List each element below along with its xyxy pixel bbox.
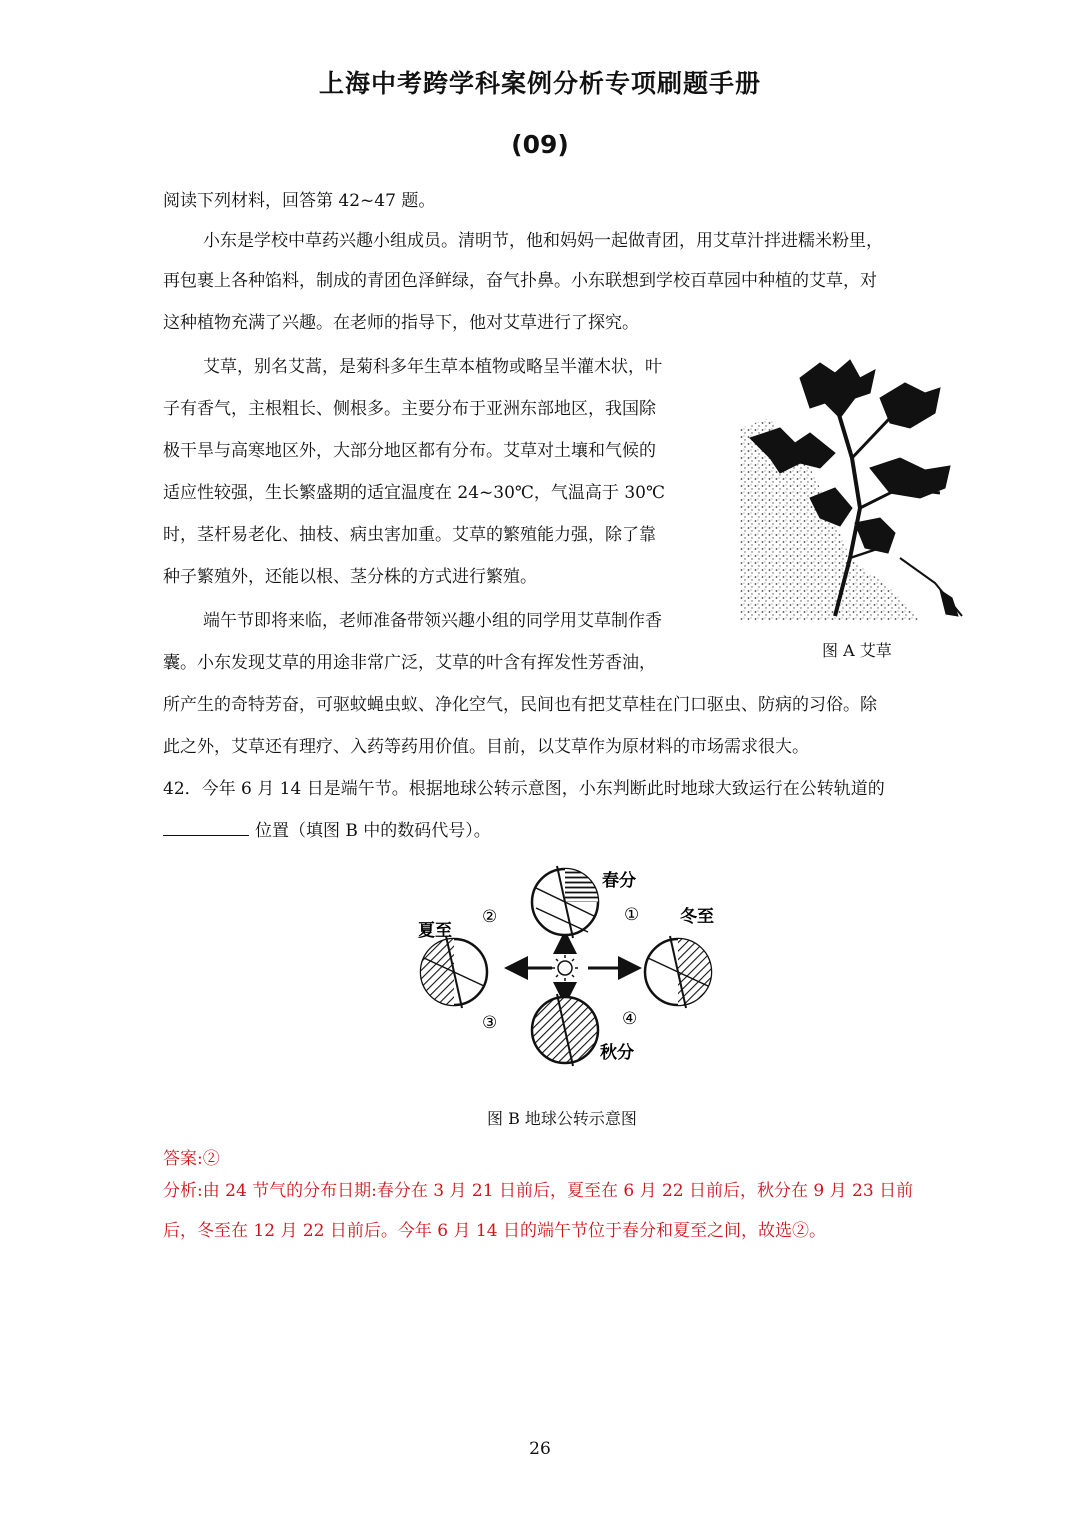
label-num1: ① <box>624 905 640 925</box>
page-number: 26 <box>529 1439 551 1459</box>
earth-revolution-diagram <box>412 860 734 1072</box>
label-num3: ③ <box>482 1013 498 1033</box>
mugwort-illustration <box>740 358 976 624</box>
para2-line2: 子有香气，主根粗长、侧根多。主要分布于亚洲东部地区，我国除 <box>163 399 656 419</box>
para1-line1: 小东是学校中草药兴趣小组成员。清明节，他和妈妈一起做青团，用艾草汁拌进糯米粉里， <box>203 231 883 251</box>
para2-line4: 适应性较强，生长繁盛期的适宜温度在 24~30℃，气温高于 30℃ <box>163 483 665 503</box>
figure-a-caption: 图 A 艾草 <box>822 641 892 660</box>
intro-text: 阅读下列材料，回答第 42~47 题。 <box>163 191 436 211</box>
para2-line3: 极干旱与高寒地区外，大部分地区都有分布。艾草对土壤和气候的 <box>163 441 656 461</box>
para1-line2: 再包裹上各种馅料，制成的青团色泽鲜绿，奋气扑鼻。小东联想到学校百草园中种植的艾草，对 <box>163 271 877 291</box>
label-summer: 夏至 <box>418 921 452 941</box>
analysis-line1: 分析:由 24 节气的分布日期:春分在 3 月 21 日前后，夏至在 6 月 22 日前后，秋分在 9 月 23 日前 <box>163 1181 914 1201</box>
label-num4: ④ <box>622 1009 638 1029</box>
earth-winter <box>645 936 711 1008</box>
label-autumn: 秋分 <box>600 1043 634 1063</box>
earth-spring <box>532 866 598 938</box>
para3-line3: 所产生的奇特芳奋，可驱蚊蝇虫蚁、净化空气，民间也有把艾草桂在门口驱虫、防病的习俗。除 <box>163 695 877 715</box>
question-line2: 位置（填图 B 中的数码代号）。 <box>255 821 491 841</box>
para3-line2: 囊。小东发现艾草的用途非常广泛，艾草的叶含有挥发性芳香油， <box>163 653 656 673</box>
para2-line1: 艾草，别名艾蒿，是菊科多年生草本植物或略呈半灌木状，叶 <box>203 357 662 377</box>
para2-line5: 时，茎杆易老化、抽枝、病虫害加重。艾草的繁殖能力强，除了靠 <box>163 525 656 545</box>
page-subtitle: (09) <box>511 130 569 159</box>
para1-line3: 这种植物充满了兴趣。在老师的指导下，他对艾草进行了探究。 <box>163 313 639 333</box>
analysis-line2: 后，冬至在 12 月 22 日前后。今年 6 月 14 日的端午节位于春分和夏至之间，故选②。 <box>163 1221 826 1241</box>
label-num2: ② <box>482 907 498 927</box>
sun-icon <box>552 955 578 981</box>
answer-blank[interactable] <box>163 821 249 836</box>
label-winter: 冬至 <box>680 907 714 927</box>
page-title: 上海中考跨学科案例分析专项刷题手册 <box>318 69 761 98</box>
para3-line1: 端午节即将来临，老师准备带领兴趣小组的同学用艾草制作香 <box>203 611 662 631</box>
question-line2-row <box>163 820 491 842</box>
figure-b-caption: 图 B 地球公转示意图 <box>487 1109 637 1128</box>
earth-autumn <box>532 994 598 1066</box>
label-spring: 春分 <box>602 871 636 891</box>
earth-summer <box>421 936 487 1008</box>
para2-line6: 种子繁殖外，还能以根、茎分株的方式进行繁殖。 <box>163 567 537 587</box>
question-line1: 42．今年 6 月 14 日是端午节。根据地球公转示意图，小东判断此时地球大致运行在公转轨道的 <box>163 779 885 799</box>
answer-line: 答案:② <box>163 1149 220 1169</box>
para3-line4: 此之外，艾草还有理疗、入药等药用价值。目前，以艾草作为原材料的市场需求很大。 <box>163 737 809 757</box>
